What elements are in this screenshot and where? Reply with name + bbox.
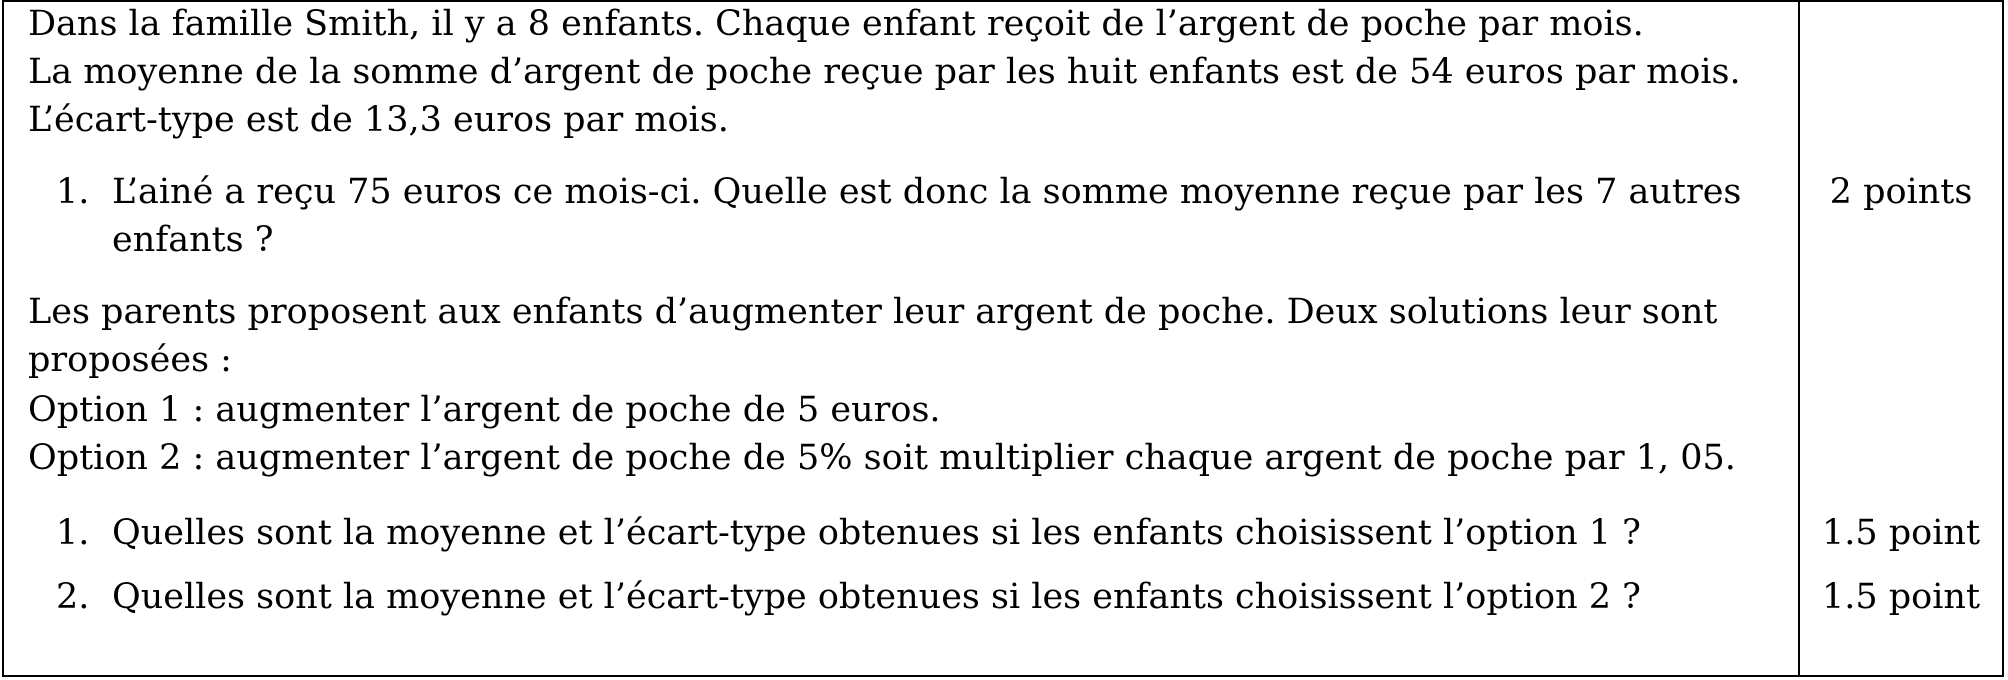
q2-item-1-points: 1.5 point: [1821, 513, 1981, 553]
q2-item-2-points: 1.5 point: [1821, 577, 1981, 617]
q2-item-2-text: Quelles sont la moyenne et l’écart-type obtenues si les enfants choisissent l’option 2 ?: [112, 577, 1641, 617]
option-1-line: Option 1 : augmenter l’argent de poche de 5 euros.: [28, 390, 941, 430]
q2-item-1-text: Quelles sont la moyenne et l’écart-type obtenues si les enfants choisissent l’option 1 ?: [112, 513, 1641, 553]
middle-line-1: Les parents proposent aux enfants d’augmenter leur argent de poche. Deux solutions leur sont: [28, 292, 1718, 332]
q2-item-1-number: 1.: [56, 513, 90, 553]
intro-line-3: L’écart-type est de 13,3 euros par mois.: [28, 100, 729, 140]
q1-text-line-2: enfants ?: [112, 220, 274, 260]
intro-line-1: Dans la famille Smith, il y a 8 enfants. Chaque enfant reçoit de l’argent de poche par mois.: [28, 4, 1644, 44]
column-divider: [1798, 0, 1800, 677]
q1-points: 2 points: [1829, 172, 1973, 212]
middle-line-2: proposées :: [28, 340, 232, 380]
q1-number: 1.: [56, 172, 90, 212]
q1-text-line-1: L’ainé a reçu 75 euros ce mois-ci. Quelle est donc la somme moyenne reçue par les 7 autres: [112, 172, 1742, 212]
intro-line-2: La moyenne de la somme d’argent de poche reçue par les huit enfants est de 54 euros par mois.: [28, 52, 1741, 92]
option-2-line: Option 2 : augmenter l’argent de poche de 5% soit multiplier chaque argent de poche par 1, 05.: [28, 438, 1736, 478]
q2-item-2-number: 2.: [56, 577, 90, 617]
